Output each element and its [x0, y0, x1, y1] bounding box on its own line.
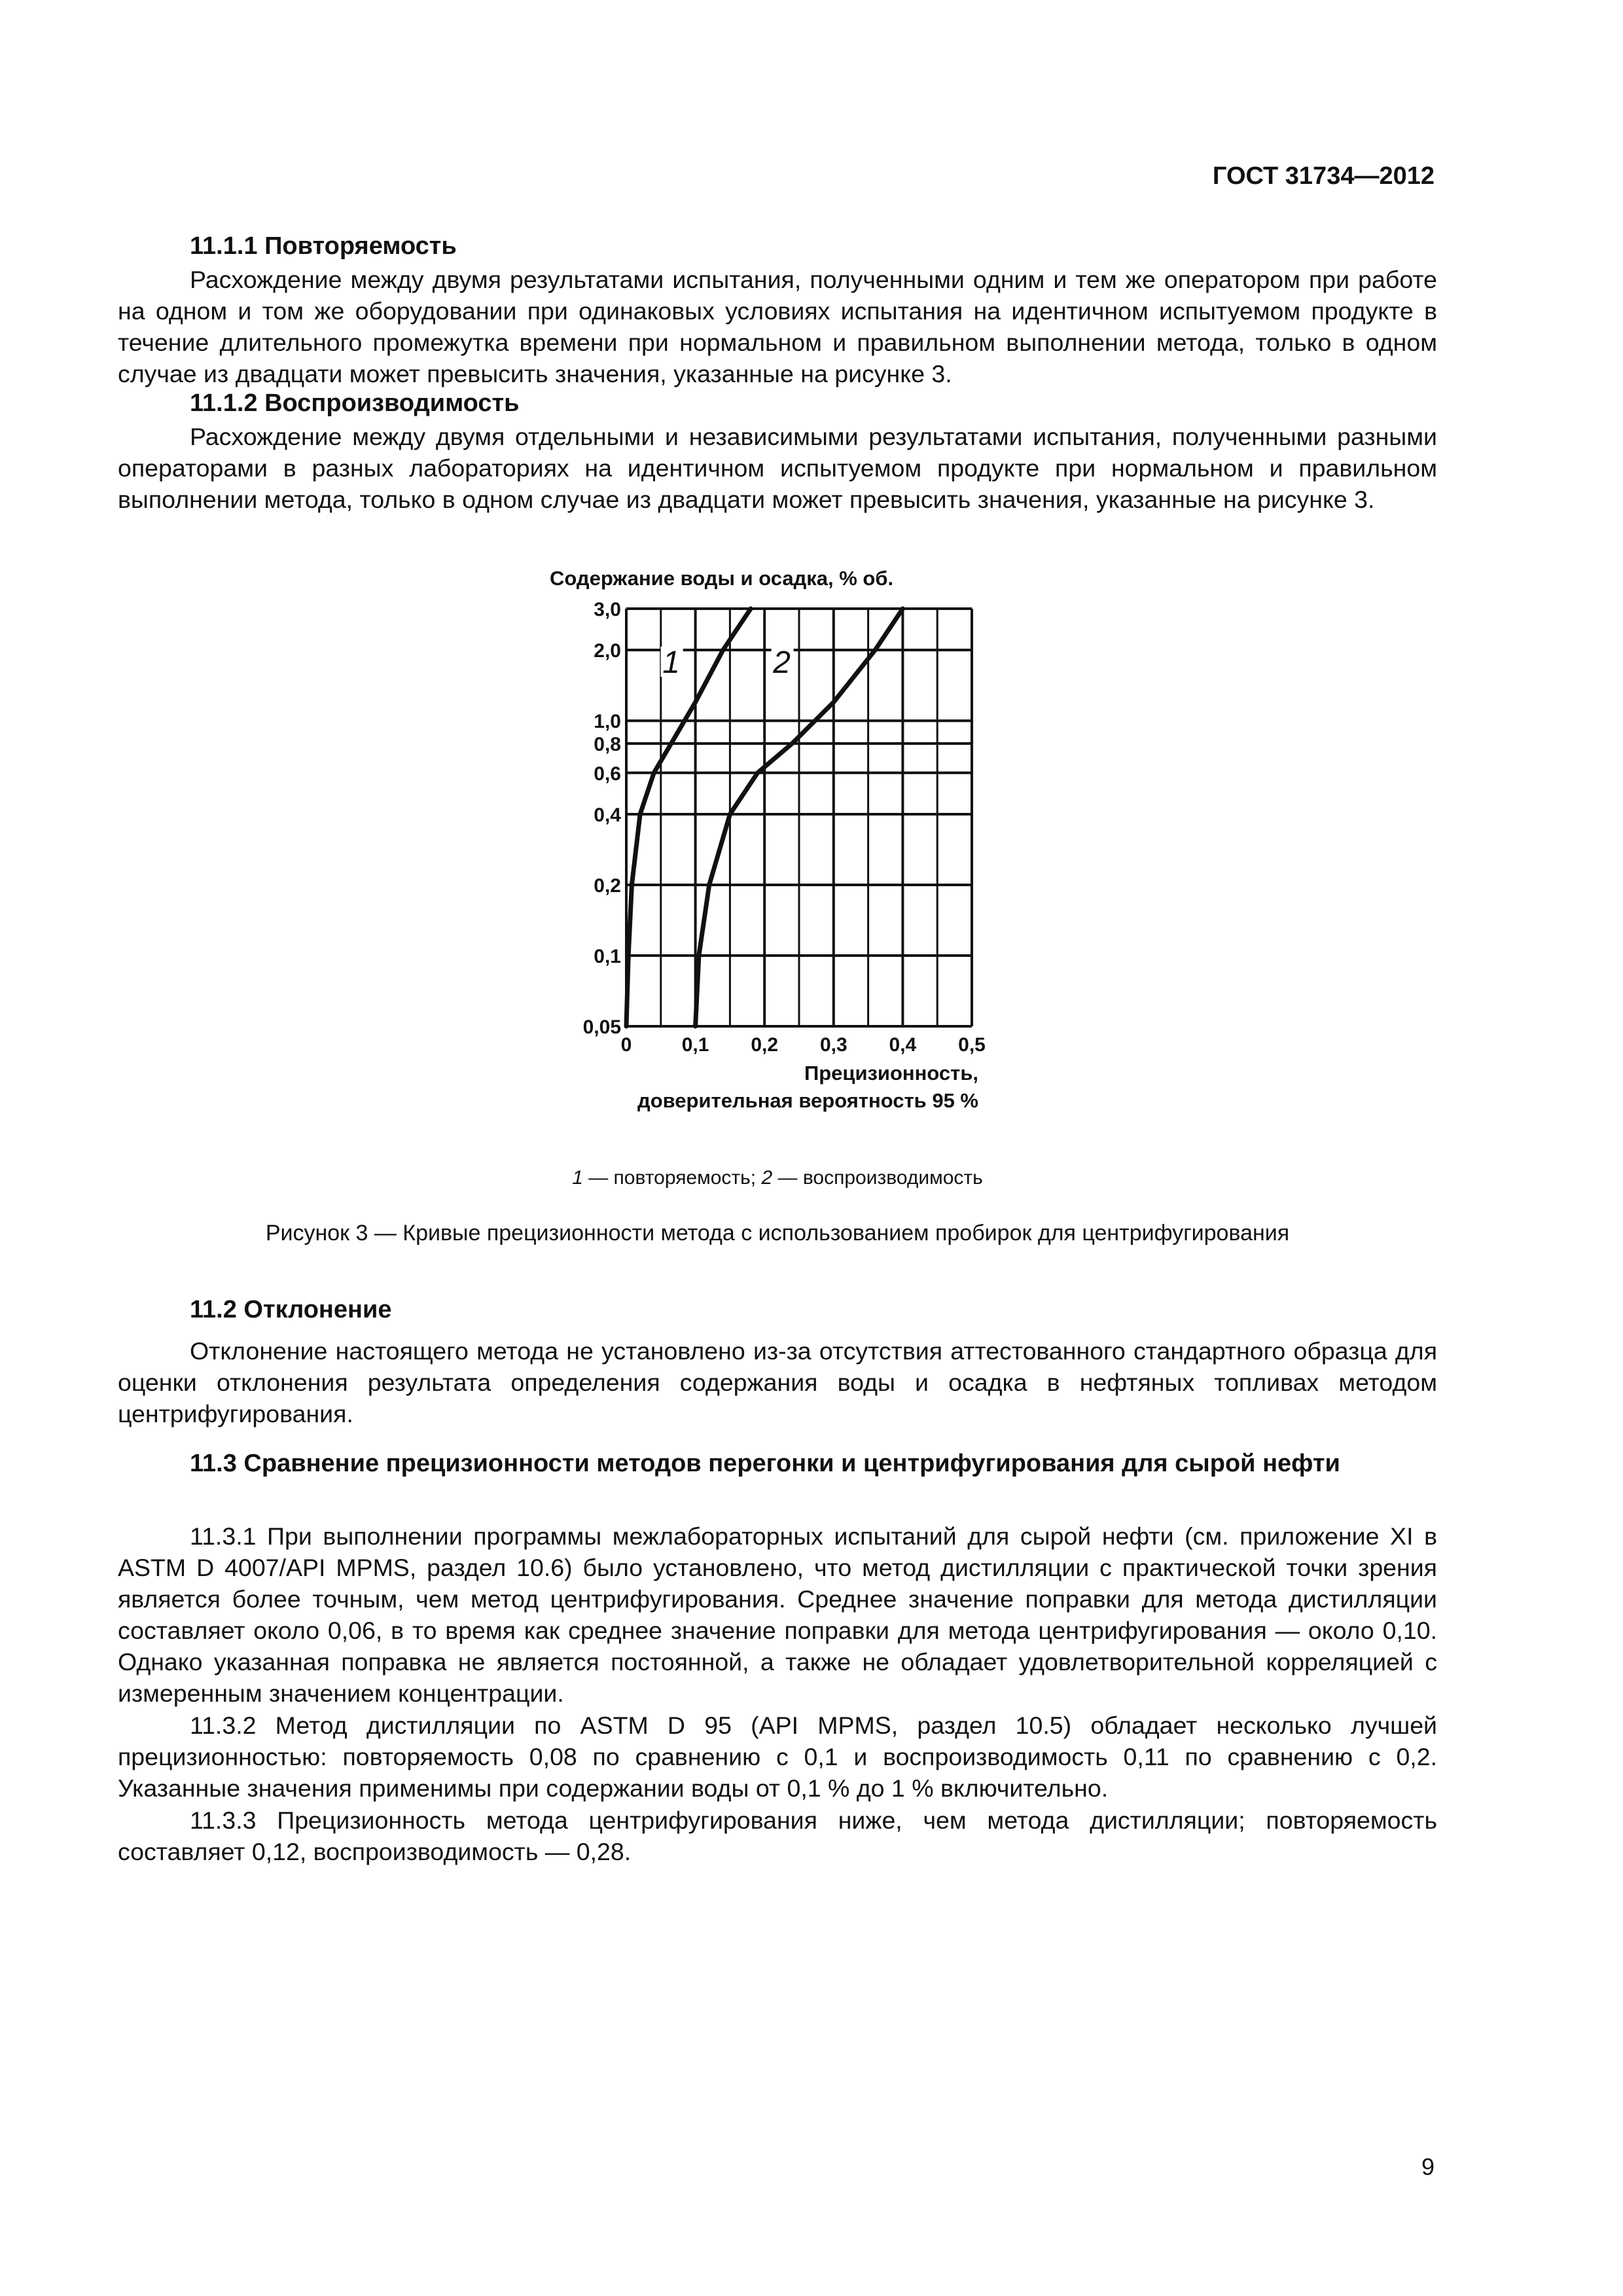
x-tick-label: 0,2 [751, 1034, 779, 1056]
section-11-2-title: 11.2 Отклонение [190, 1296, 392, 1323]
page-number: 9 [1421, 2153, 1435, 2180]
section-11-1-1-title: 11.1.1 Повторяемость [190, 232, 457, 260]
legend-2-text: — воспроизводимость [772, 1167, 983, 1189]
y-tick-label: 0,05 [582, 1016, 621, 1038]
y-tick-label: 0,1 [594, 945, 621, 967]
section-11-1-1-text: Расхождение между двумя результатами испытания, полученными одним и тем же оператором при работе на одном и том же оборудовании при одинаковых условиях испытания на идентичном испытуемом продукте в течение длительного промежутка времени при нормальном и правильном выполнении метода, только в одном случае из двадцати может превысить значения, указанные на рисунке 3. [118, 266, 1437, 387]
x-tick-label: 0 [620, 1034, 632, 1056]
figure-legend [118, 1167, 1437, 1189]
y-tick-label: 3,0 [594, 599, 621, 620]
y-tick-label: 2,0 [594, 640, 621, 662]
legend-1-text: — повторяемость; [582, 1167, 762, 1189]
y-tick-label: 0,4 [594, 804, 621, 826]
legend-1-number: 1 [572, 1167, 583, 1189]
section-11-1-2-text: Расхождение между двумя отдельными и независимыми результатами испытания, полученными разными операторами в разных лабораториях на идентичном испытуемом продукте при нормальном и правильном выполнении метода, только в одном случае из двадцати может превысить значения, указанные на рисунке 3. [118, 423, 1437, 513]
x-axis-label-line1: Прецизионность, [804, 1062, 978, 1085]
x-tick-label: 0,3 [819, 1034, 847, 1056]
series-1-label: 1 [662, 645, 680, 680]
figure-caption: Рисунок 3 — Кривые прецизионности метода с использованием пробирок для центрифугирования [265, 1221, 1290, 1246]
section-11-2-text: Отклонение настоящего метода не установлено из-за отсутствия аттестованного стандартного образца для оценки отклонения результата определения содержания воды и осадка в нефтяных топливах методом центрифугирования. [118, 1337, 1437, 1427]
section-11-1-2-title: 11.1.2 Воспроизводимость [190, 389, 520, 417]
y-tick-label: 0,6 [594, 762, 621, 785]
y-tick-label: 0,8 [594, 733, 621, 755]
y-tick-label: 1,0 [594, 711, 621, 733]
series-2-label: 2 [773, 645, 791, 680]
x-tick-label: 0,5 [958, 1034, 986, 1056]
section-11-3-2-text: 11.3.2 Метод дистилляции по ASTM D 95 (API MPMS, раздел 10.5) обладает несколько лучшей прецизионностью: повторяемость 0,08 по сравнению с 0,1 и воспроизводимость 0,11 по сравнению с 0,2. Указанные значения применимы при содержании воды от 0,1 % до 1 % включительно. [118, 1712, 1438, 1802]
series-1-curve [626, 609, 751, 1026]
section-11-3-1-text: 11.3.1 При выполнении программы межлабораторных испытаний для сырой нефти (см. приложение XI в ASTM D 4007/API MPMS, раздел 10.6) было установлено, что метод дистилляции с практической точки зрения является более точным, чем метод центрифугирования. Среднее значение поправки для метода дистилляции составляет около 0,06, в то время как среднее значение поправки для метода центрифугирования — около 0,10. Однако указанная поправка не является постоянной, а также не обладает удовлетворительной корреляцией с измеренным значением концентрации. [118, 1522, 1437, 1707]
y-tick-label: 0,2 [594, 874, 621, 897]
x-axis-label-line2: доверительная вероятность 95 % [637, 1089, 978, 1112]
x-tick-label: 0,4 [889, 1034, 917, 1056]
section-11-3-title: 11.3 Сравнение прецизионности методов перегонки и центрифугирования для сырой нефти [190, 1450, 1340, 1477]
legend-2-number: 2 [761, 1167, 773, 1189]
chart-title: Содержание воды и осадка, % об. [550, 567, 894, 590]
x-tick-label: 0,1 [681, 1034, 709, 1056]
precision-chart-svg [550, 556, 1008, 1145]
document-number: ГОСТ 31734—2012 [1212, 162, 1435, 190]
section-11-3-3-text: 11.3.3 Прецизионность метода центрифугирования ниже, чем метода дистилляции; повторяемость составляет 0,12, воспроизводимость — 0,28. [118, 1806, 1437, 1865]
precision-chart [550, 556, 1008, 1145]
